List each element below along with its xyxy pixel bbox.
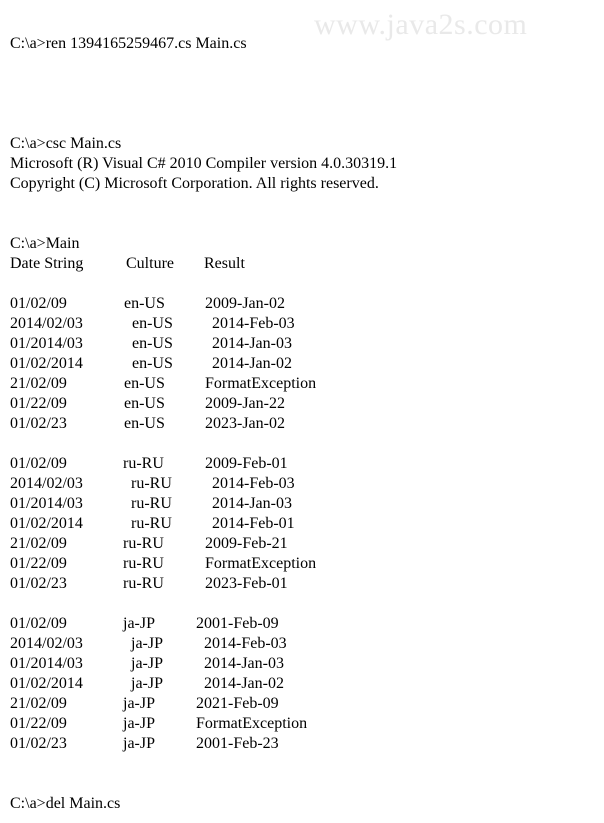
cell-date-string: 01/22/09 [10, 395, 67, 412]
cell-culture: ja-JP [123, 735, 155, 752]
cell-result: 2023-Feb-01 [205, 575, 288, 592]
cell-date-string: 01/02/2014 [10, 675, 83, 692]
command-compile: C:\a>csc Main.cs [10, 135, 122, 152]
cell-date-string: 01/02/09 [10, 455, 67, 472]
cell-culture: en-US [132, 315, 173, 332]
cell-result: 2014-Feb-03 [204, 635, 287, 652]
cell-culture: ja-JP [123, 715, 155, 732]
cell-date-string: 2014/02/03 [10, 475, 83, 492]
cell-result: 2023-Jan-02 [205, 415, 285, 432]
copyright-line: Copyright (C) Microsoft Corporation. All rights reserved. [10, 175, 379, 192]
cell-date-string: 01/2014/03 [10, 495, 83, 512]
command-delete: C:\a>del Main.cs [10, 795, 121, 812]
cell-result: 2014-Feb-03 [212, 475, 295, 492]
cell-date-string: 01/22/09 [10, 715, 67, 732]
cell-result: 2001-Feb-09 [196, 615, 279, 632]
cell-date-string: 01/02/23 [10, 415, 67, 432]
cell-culture: ja-JP [123, 695, 155, 712]
cell-culture: ja-JP [131, 675, 163, 692]
watermark: www.java2s.com [314, 8, 528, 41]
cell-result: 2014-Jan-03 [212, 335, 292, 352]
cell-result: 2014-Jan-03 [204, 655, 284, 672]
cell-date-string: 01/2014/03 [10, 335, 83, 352]
cell-culture: ja-JP [123, 615, 155, 632]
cell-culture: ru-RU [123, 455, 164, 472]
cell-date-string: 2014/02/03 [10, 635, 83, 652]
cell-culture: ja-JP [131, 655, 163, 672]
cell-date-string: 01/02/23 [10, 735, 67, 752]
header-date-string: Date String [10, 255, 84, 272]
cell-culture: en-US [124, 415, 165, 432]
cell-date-string: 01/02/09 [10, 295, 67, 312]
cell-date-string: 21/02/09 [10, 695, 67, 712]
command-rename: C:\a>ren 1394165259467.cs Main.cs [10, 35, 247, 52]
cell-culture: ja-JP [131, 635, 163, 652]
cell-culture: ru-RU [123, 535, 164, 552]
cell-date-string: 01/2014/03 [10, 655, 83, 672]
cell-date-string: 01/22/09 [10, 555, 67, 572]
command-run: C:\a>Main [10, 235, 80, 252]
cell-result: 2014-Jan-03 [212, 495, 292, 512]
cell-culture: en-US [132, 335, 173, 352]
cell-culture: en-US [124, 295, 165, 312]
cell-culture: ru-RU [131, 515, 172, 532]
cell-result: 2014-Feb-03 [212, 315, 295, 332]
cell-culture: en-US [124, 395, 165, 412]
cell-culture: en-US [132, 355, 173, 372]
cell-date-string: 01/02/2014 [10, 355, 83, 372]
cell-date-string: 21/02/09 [10, 535, 67, 552]
cell-date-string: 21/02/09 [10, 375, 67, 392]
cell-result: 2009-Jan-22 [205, 395, 285, 412]
cell-result: 2009-Feb-21 [205, 535, 288, 552]
cell-date-string: 2014/02/03 [10, 315, 83, 332]
cell-result: 2009-Feb-01 [205, 455, 288, 472]
cell-date-string: 01/02/23 [10, 575, 67, 592]
cell-result: 2009-Jan-02 [205, 295, 285, 312]
cell-result: FormatException [205, 375, 317, 392]
cell-result: 2014-Feb-01 [212, 515, 295, 532]
compiler-banner: Microsoft (R) Visual C# 2010 Compiler version 4.0.30319.1 [10, 155, 398, 172]
cell-culture: ru-RU [123, 575, 164, 592]
cell-result: 2014-Jan-02 [204, 675, 284, 692]
header-culture: Culture [126, 255, 174, 272]
cell-culture: en-US [124, 375, 165, 392]
cell-date-string: 01/02/2014 [10, 515, 83, 532]
cell-culture: ru-RU [123, 555, 164, 572]
cell-result: FormatException [196, 715, 308, 732]
cell-result: FormatException [205, 555, 317, 572]
header-result: Result [204, 255, 245, 272]
cell-date-string: 01/02/09 [10, 615, 67, 632]
cell-result: 2014-Jan-02 [212, 355, 292, 372]
cell-result: 2001-Feb-23 [196, 735, 279, 752]
cell-result: 2021-Feb-09 [196, 695, 279, 712]
cell-culture: ru-RU [131, 495, 172, 512]
cell-culture: ru-RU [131, 475, 172, 492]
